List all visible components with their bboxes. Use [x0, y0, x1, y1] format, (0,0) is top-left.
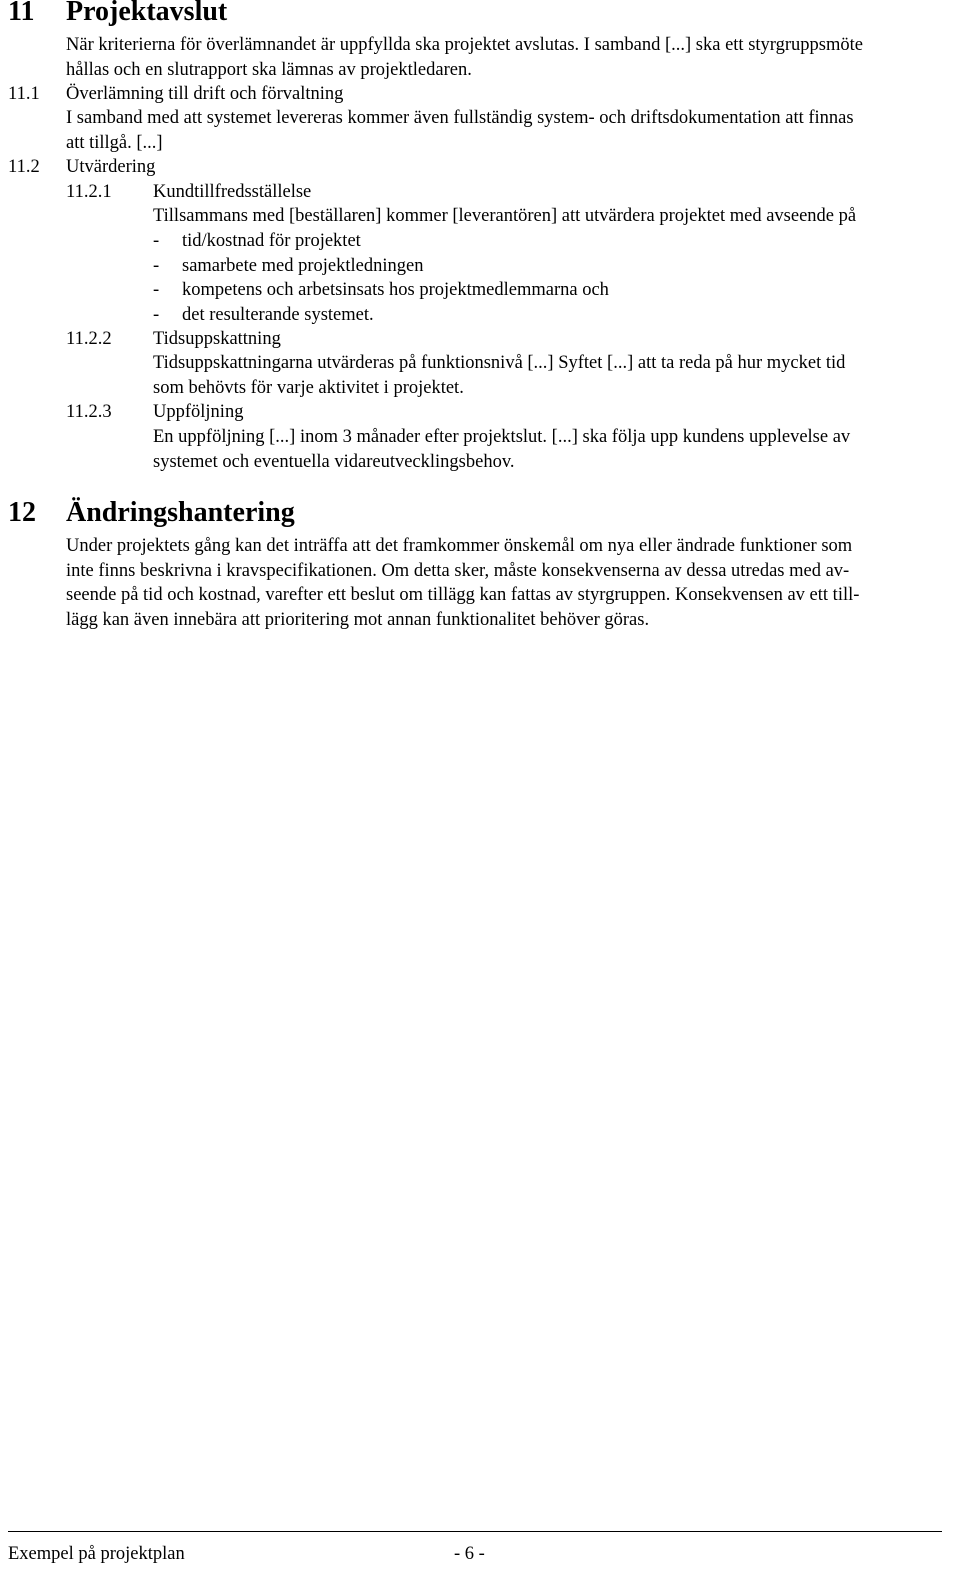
- section-11-2-3-body: [153, 425, 953, 474]
- heading-section-11-1: [8, 82, 343, 107]
- list-item: [153, 278, 953, 303]
- heading-section-11-2: [8, 155, 155, 180]
- bullet-marker: -: [153, 231, 160, 251]
- heading-title: Ändringshantering: [66, 497, 295, 528]
- heading-title: Överlämning till drift och förvaltning: [66, 84, 344, 104]
- heading-title: Kundtillfredsställelse: [153, 182, 312, 202]
- heading-number: 11: [8, 0, 35, 27]
- text-line: I samband med att systemet levereras kommer även fullständig system- och driftsdokumentation att finnas: [66, 108, 854, 128]
- text-line: En uppföljning [...] inom 3 månader efter projektslut. [...] ska följa upp kundens upplevelse av: [153, 427, 851, 447]
- text-line: När kriterierna för överlämnandet är uppfyllda ska projektet avslutas. I samband [...] ska ett styrgruppsmöte: [66, 35, 863, 55]
- text-line: som behövts för varje aktivitet i projektet.: [153, 377, 464, 398]
- list-item: [153, 254, 953, 279]
- heading-title: Tidsuppskattning: [153, 329, 281, 349]
- footer-document-title: Exempel på projektplan: [8, 1544, 185, 1564]
- bullet-marker: -: [153, 304, 160, 325]
- heading-section-11-2-2: [66, 327, 281, 352]
- text-line: hållas och en slutrapport ska lämnas av projektledaren.: [66, 59, 472, 80]
- footer-page-number: - 6 -: [454, 1544, 485, 1564]
- text-line: systemet och eventuella vidareutvecklingsbehov.: [153, 451, 515, 472]
- heading-section-11-2-1: [66, 180, 311, 205]
- list-item-text: det resulterande systemet.: [182, 304, 374, 325]
- list-item: [153, 229, 953, 254]
- evaluation-criteria-list: [153, 229, 953, 327]
- section-11-2-1-intro: [153, 204, 953, 229]
- footer-divider: [8, 1531, 942, 1532]
- text-line: att tillgå. [...]: [66, 132, 163, 153]
- heading-section-11-2-3: [66, 400, 243, 425]
- heading-title: Utvärdering: [66, 157, 156, 177]
- bullet-marker: -: [153, 255, 160, 276]
- bullet-marker: -: [153, 280, 160, 300]
- list-item: [153, 303, 953, 328]
- list-item-text: samarbete med projektledningen: [182, 255, 424, 276]
- heading-number: 12: [8, 497, 36, 528]
- list-item-text: tid/kostnad för projektet: [182, 231, 361, 251]
- text-line: lägg kan även innebära att prioritering mot annan funktionalitet behöver göras.: [66, 609, 650, 630]
- heading-number: 11.2: [8, 157, 40, 177]
- text-line: Tidsuppskattningarna utvärderas på funktionsnivå [...] Syftet [...] att ta reda på hur mycket tid: [153, 353, 846, 373]
- heading-title: Uppföljning: [153, 402, 244, 422]
- heading-number: 11.2.2: [66, 329, 112, 349]
- heading-number: 11.2.3: [66, 402, 112, 422]
- section-11-intro: [66, 33, 952, 82]
- section-11-1-body: [66, 106, 952, 155]
- heading-section-11: [8, 0, 227, 28]
- heading-number: 11.2.1: [66, 182, 112, 202]
- heading-title: Projektavslut: [66, 0, 228, 27]
- text-line: inte finns beskrivna i kravspecifikationen. Om detta sker, måste konsekvenserna av dessa utredas med av-: [66, 560, 850, 581]
- text-line: seende på tid och kostnad, varefter ett beslut om tillägg kan fattas av styrgruppen. Konsekvensen av ett till-: [66, 585, 860, 605]
- list-item-text: kompetens och arbetsinsats hos projektmedlemmarna och: [182, 280, 609, 300]
- heading-number: 11.1: [8, 84, 40, 104]
- section-12-body: [66, 534, 952, 632]
- heading-section-12: [8, 497, 295, 529]
- section-11-2-2-body: [153, 351, 953, 400]
- text-line: Tillsammans med [beställaren] kommer [leverantören] att utvärdera projektet med avseende på: [153, 206, 857, 226]
- text-line: Under projektets gång kan det inträffa att det framkommer önskemål om nya eller ändrade funktioner som: [66, 536, 853, 556]
